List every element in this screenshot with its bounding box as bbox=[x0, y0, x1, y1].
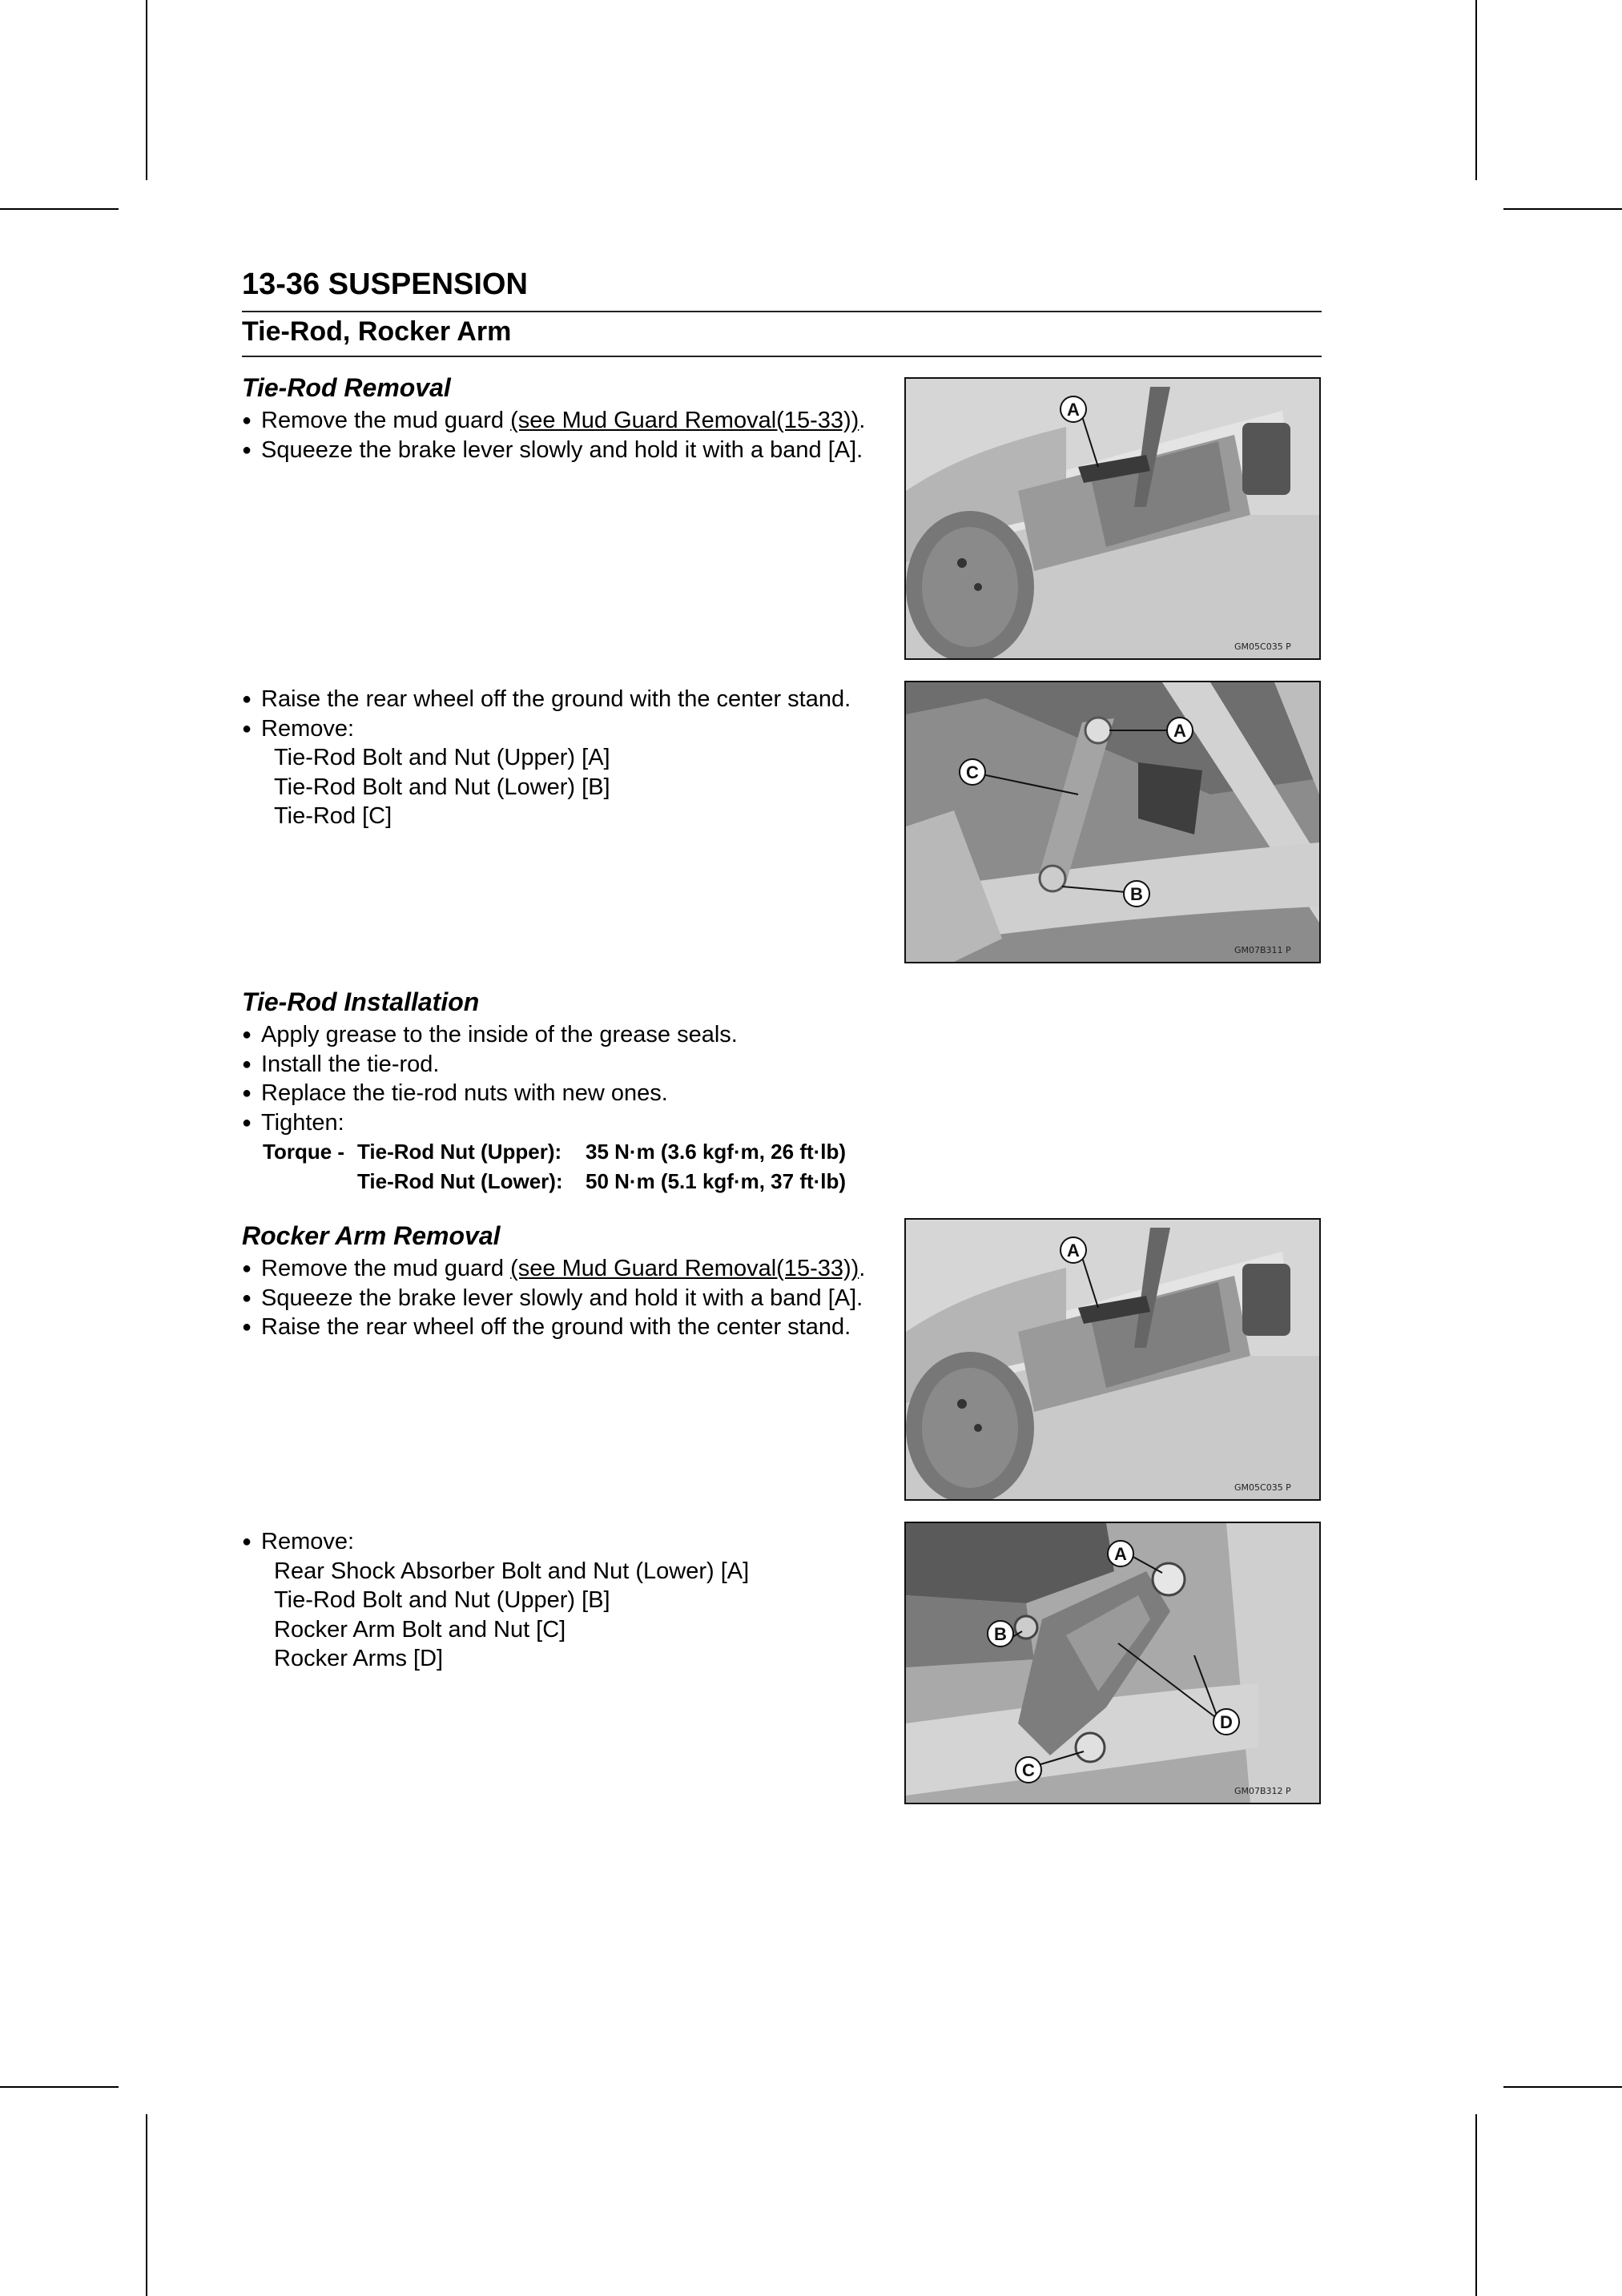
step-squeeze-brake: ● Squeeze the brake lever slowly and hold it with a band [A]. bbox=[242, 436, 875, 465]
list-item: Tie-Rod Bolt and Nut (Upper) [A] bbox=[274, 745, 610, 770]
list-item: ● Apply grease to the inside of the grease seals. bbox=[242, 1020, 1123, 1050]
section-rule bbox=[242, 356, 1322, 357]
list-item: Tie-Rod [C] bbox=[274, 803, 392, 829]
tie-rod-removal-section bbox=[242, 372, 875, 464]
callout-label: C bbox=[1022, 1760, 1035, 1780]
photo-rocker-arms bbox=[904, 1522, 1321, 1804]
callout-label: C bbox=[966, 762, 979, 782]
list-item: Rocker Arm Bolt and Nut [C] bbox=[274, 1616, 566, 1643]
tie-rod-removal-title: Tie-Rod Removal bbox=[242, 373, 451, 402]
section-title: Tie-Rod, Rocker Arm bbox=[242, 316, 512, 347]
list-item: Rear Shock Absorber Bolt and Nut (Lower) [A] bbox=[274, 1558, 750, 1584]
torque-spec: Torque - Tie-Rod Nut (Upper): 35 N·m (3.6 kgf·m, 26 ft·lb) Tie-Rod Nut (Lower): 50 N·m (5.1 kgf·m, 37 ft·lb) bbox=[263, 1137, 1123, 1196]
list-item: Rocker Arms [D] bbox=[274, 1646, 444, 1671]
step-squeeze-brake: ● Squeeze the brake lever slowly and hold it with a band [A]. bbox=[242, 1284, 875, 1313]
photo-brake-lever-band bbox=[904, 1218, 1321, 1501]
crop-mark bbox=[0, 208, 119, 210]
page-title: 13-36 SUSPENSION bbox=[242, 267, 528, 301]
step-raise-wheel: ● Raise the rear wheel off the ground with the center stand. bbox=[242, 685, 875, 714]
header-rule bbox=[242, 311, 1322, 312]
mud-guard-removal-link[interactable]: (see Mud Guard Removal(15-33)) bbox=[510, 1256, 859, 1281]
crop-mark bbox=[0, 2086, 119, 2088]
torque-label: Torque - bbox=[263, 1140, 345, 1164]
step-remove: ● Remove: bbox=[242, 714, 875, 744]
list-item: ● Replace the tie-rod nuts with new ones. bbox=[242, 1079, 1123, 1108]
list-item: Tie-Rod Bolt and Nut (Upper) [B] bbox=[274, 1587, 610, 1613]
tie-rod-installation-title: Tie-Rod Installation bbox=[242, 987, 480, 1016]
figure-code: GM07B312 P bbox=[1234, 1786, 1291, 1796]
callout-label: B bbox=[1130, 884, 1143, 904]
step-remove-mud-guard: ● Remove the mud guard (see Mud Guard Removal(15-33)). bbox=[242, 406, 875, 436]
list-item: Tie-Rod Bolt and Nut (Lower) [B] bbox=[274, 774, 610, 800]
figure-code: GM05C035 P bbox=[1234, 641, 1291, 652]
rocker-arm-removal-title: Rocker Arm Removal bbox=[242, 1221, 501, 1250]
figure-code: GM05C035 P bbox=[1234, 1482, 1291, 1493]
list-item: ● Install the tie-rod. bbox=[242, 1050, 1123, 1080]
callout-label: A bbox=[1173, 721, 1186, 741]
step-remove: ● Remove: bbox=[242, 1527, 875, 1557]
rocker-arm-removal-section bbox=[242, 1220, 875, 1342]
crop-mark bbox=[1503, 208, 1622, 210]
callout-label: A bbox=[1067, 1240, 1080, 1261]
crop-mark bbox=[1475, 2114, 1477, 2296]
list-item: ● Tighten: bbox=[242, 1108, 1123, 1138]
tie-rod-remove-parts bbox=[242, 685, 875, 831]
crop-mark bbox=[146, 2114, 147, 2296]
photo-brake-lever-band bbox=[904, 377, 1321, 660]
mud-guard-removal-link[interactable]: (see Mud Guard Removal(15-33)) bbox=[510, 408, 859, 433]
photo-tie-rod bbox=[904, 681, 1321, 963]
callout-label: A bbox=[1067, 400, 1080, 420]
step-raise-wheel: ● Raise the rear wheel off the ground with the center stand. bbox=[242, 1313, 875, 1342]
tie-rod-installation-section bbox=[242, 987, 1123, 1196]
crop-mark bbox=[1475, 0, 1477, 180]
crop-mark bbox=[146, 0, 147, 180]
figure-code: GM07B311 P bbox=[1234, 945, 1291, 955]
step-remove-mud-guard: ● Remove the mud guard (see Mud Guard Removal(15-33)). bbox=[242, 1254, 875, 1284]
callout-label: A bbox=[1114, 1544, 1127, 1564]
callout-label: D bbox=[1220, 1712, 1233, 1732]
callout-label: B bbox=[994, 1624, 1007, 1644]
crop-mark bbox=[1503, 2086, 1622, 2088]
rocker-arm-remove-parts bbox=[242, 1527, 875, 1674]
